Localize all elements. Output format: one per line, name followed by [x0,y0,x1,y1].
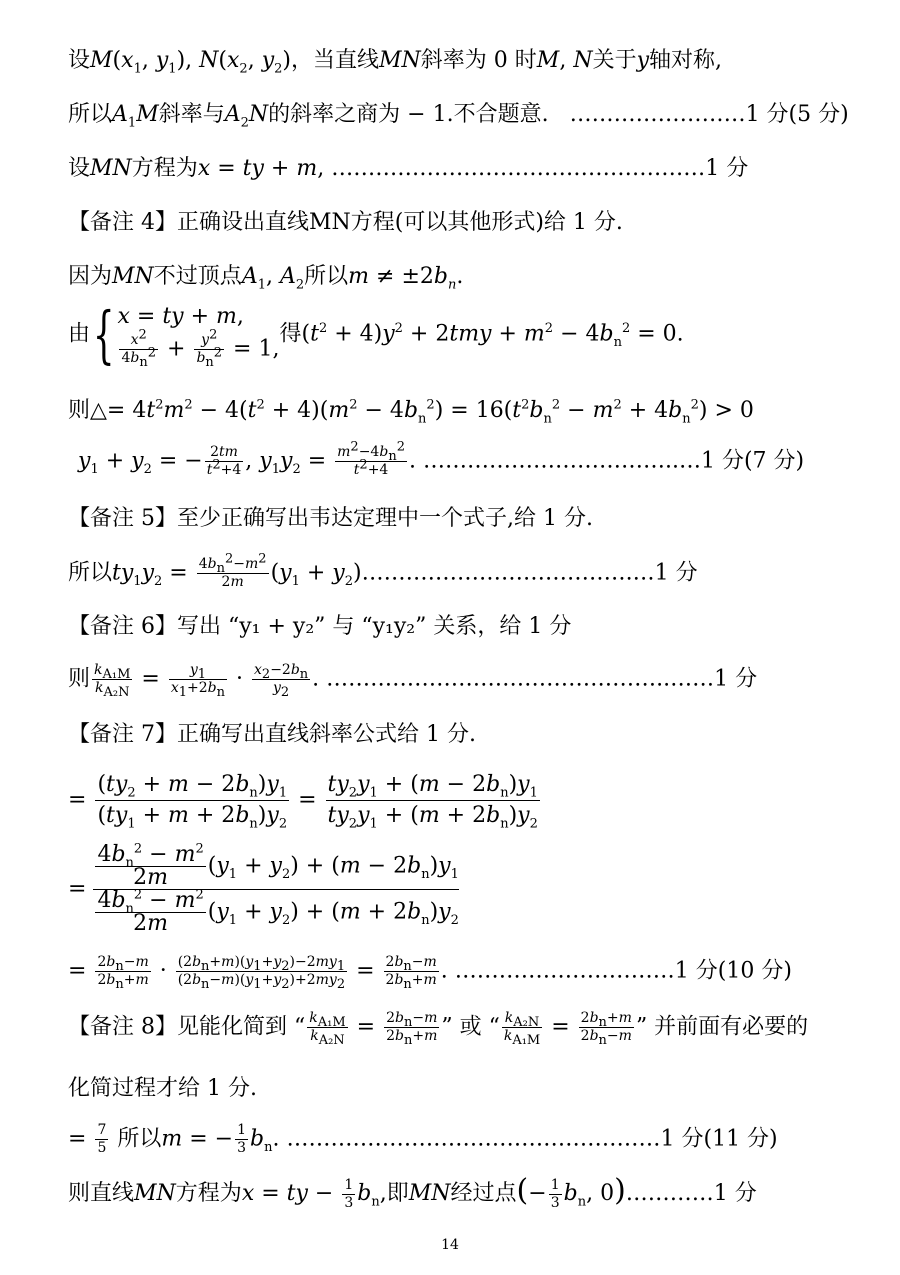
line-8: $y_1 + y_2$ = − $\frac{2tm}{t^2+4}$ , $y_1y_2$ = $\frac{m^2-4b_n^2}{t^2+4}$ . ……………………………..…1 分(7 分) [78,439,805,478]
text: ，当直线 [291,48,380,73]
note-6: 【备注 6】写出 “y₁ + y₂” 与 “y₁y₂” 关系，给 1 分 [68,614,572,639]
line-14: = $\frac{2b_n-m}{2b_n+m}$ · $\frac{(2b_n+m)(y_1+y_2)-2my_1}{(2b_n-m)(y_1+y_2)+2my_2}$ = $\frac{2b_n-m}{2b_n+m}$ . …………………………1 分(10 分) [68,954,792,992]
score-mark: ………………………………………..……1 分 [326,666,758,692]
text: 设 [68,156,91,181]
text: 所以 [68,560,113,586]
line-3: 设MN方程为x = ty + m, ……………………………………………1 分 [68,156,749,181]
text: 的斜率之商为 − 1.不合题意. [268,102,549,127]
line-12-big-fraction: = $\frac{4b_n^2 - m^2}{2m}$ $(y_1 + y_2) + (m - 2b_n)y_1$ $\frac{4b_n^2 - m^2}{2m}$ $(y_1 + y_2) + (m + 2b_n)y_2$ [68,841,459,936]
note-5: 【备注 5】至少正确写出韦达定理中一个式子,给 1 分. [68,506,593,531]
line-17: 则直线MN方程为x = ty − $\frac{1}{3}$ $b_n$,即MN经过点(− $\frac{1}{3}$ $b_n$, 0)…………1 分 [68,1173,757,1211]
text: ,即 [379,1181,409,1206]
text: 则 [68,666,91,692]
text: 所以 [68,102,113,127]
note-4: 【备注 4】正确设出直线MN方程(可以其他形式)给 1 分. [68,210,623,235]
text: 则 [68,398,91,423]
text: ” 并前面有必要的 [635,1014,809,1040]
page-number: 14 [441,1237,459,1253]
text: 斜率与 [158,102,225,127]
text: 设 [68,48,91,73]
line-5: 因为MN不过顶点$A_1$, $A_2$所以$m \ne \pm 2b_n$. [68,264,464,293]
text: 所以 [117,1126,162,1152]
line-6-system: 由{ x = ty + m, $\frac{x^2}{4b_n^2}$ + $\frac{y^2}{b_n^2}$ = 1, 得$(t^2 + 4)y^2 + 2tmy + m^2 - 4b_n^2 = 0$. [68,297,684,371]
note-8-continued: 化简过程才给 1 分. [68,1076,257,1101]
text: 【备注 8】见能化简到 “ [68,1014,306,1040]
score-mark: ……………………………………………1 分(11 分) [286,1126,778,1152]
text: 斜率为 0 时 [420,48,537,73]
text: 轴对称, [649,48,723,73]
score-mark: ……………………………..…1 分(7 分) [422,448,805,474]
score-mark: …………1 分 [625,1181,757,1206]
text: 经过点 [450,1181,517,1206]
score-mark: ……………………………….…1 分 [361,560,698,586]
line-2: 所以$A_1M$斜率与$A_2N$的斜率之商为 − 1.不合题意. ……………………1 分(5 分) [68,102,849,131]
text: 方程为 [131,156,198,181]
line-1: 设$M(x_1$, $y_1$), $N(x_2$, $y_2$)，当直线MN斜率为 0 时M, N关于y轴对称, [68,48,723,77]
score-mark: ……………………………………………1 分 [331,156,749,181]
line-9: 所以$ty_1y_2$ = $\frac{4b_n^2-m^2}{2m}$ ($y_1$ + $y_2)\dots\dots\dots\dots\dots\dots\dots\dots\dots\dots\dots\dots.\dots 1$ 分 [68,551,698,590]
line-16: = $\frac{7}{5}$ 所以m = − $\frac{1}{3}$ $b_n$. ……………………………………………1 分(11 分) [68,1122,778,1156]
text: 方程为 [175,1181,242,1206]
note-8: 【备注 8】见能化简到 “ $\frac{k_{A_1M}}{k_{A_2N}}$ = $\frac{2b_n-m}{2b_n+m}$ ” 或 “ $\frac{k_{A_2N}}{k_{A_1M}}$ = $\frac{2b_n+m}{2b_n-m}$ ” 并前面有必要的 [68,1010,809,1048]
text: 因为 [68,264,113,289]
text: 得 [279,321,302,347]
score-mark: …………………………1 分(10 分) [454,958,792,984]
note-7: 【备注 7】正确写出直线斜率公式给 1 分. [68,722,476,747]
text: 所以 [304,264,349,289]
text: 不过顶点 [153,264,242,289]
line-11: = $\frac{(ty_2 + m - 2b_n)y_1}{(ty_1 + m + 2b_n)y_2}$ = $\frac{ty_2y_1 + (m - 2b_n)y_1}{ty_2y_1 + (m + 2b_n)y_2}$ [68,772,538,832]
line-7: 则△= $4t^2m^2 - 4(t^2 + 4)(m^2 - 4b_n^2) = 16(t^2b_n^2 - m^2 + 4b_n^2) > 0$ [68,397,754,427]
text: ” 或 “ [441,1014,500,1040]
text: 由 [68,321,91,347]
score-mark: ……………………1 分(5 分) [569,102,849,127]
line-10: 则 $\frac{k_{A_1M}}{k_{A_2N}}$ = $\frac{y_1}{x_1+2b_n}$ · $\frac{x_2-2b_n}{y_2}$ . ………………………………………..……1 分 [68,662,758,700]
text: 则直线 [68,1181,135,1206]
text: 关于 [592,48,637,73]
